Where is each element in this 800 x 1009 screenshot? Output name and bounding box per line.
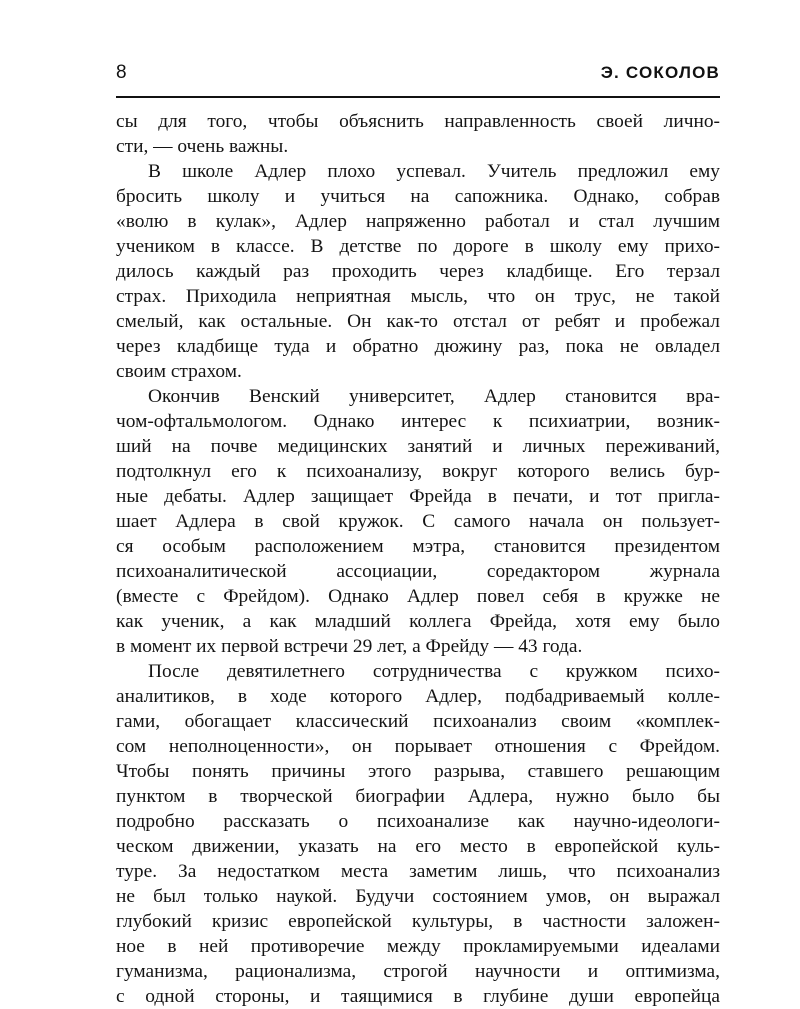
text-line: не был только наукой. Будучи состоянием умов, он выражал (116, 886, 720, 907)
text-line: Окончив Венский университет, Адлер становится вра- (148, 386, 720, 407)
text-line: в момент их первой встречи 29 лет, а Фрейду — 43 года. (116, 636, 583, 657)
text-line: ное в ней противоречие между прокламируемыми идеалами (116, 936, 720, 957)
text-line: аналитиков, в ходе которого Адлер, подбадриваемый колле- (116, 686, 720, 707)
running-head: Э. СОКОЛОВ (600, 63, 720, 82)
text-line: ные дебаты. Адлер защищает Фрейда в печати, и тот пригла- (116, 486, 720, 507)
text-line: чом-офтальмологом. Однако интерес к психиатрии, возник- (116, 411, 720, 432)
text-line: сы для того, чтобы объяснить направленность своей лично- (116, 111, 720, 132)
text-line: смелый, как остальные. Он как-то отстал от ребят и пробежал (116, 311, 720, 332)
text-line: с одной стороны, и таящимися в глубине души европейца (116, 986, 720, 1007)
text-line: «волю в кулак», Адлер напряженно работал и стал лучшим (116, 211, 720, 232)
text-line: ший на почве медицинских занятий и личных переживаний, (116, 436, 720, 457)
text-line: страх. Приходила неприятная мысль, что он трус, не такой (116, 286, 720, 307)
text-line: шает Адлера в свой кружок. С самого начала он пользует- (116, 511, 720, 532)
text-line: своим страхом. (116, 361, 242, 382)
text-line: психоаналитической ассоциации, соредактором журнала (116, 561, 720, 582)
text-line: подробно рассказать о психоанализе как научно-идеологи- (116, 811, 720, 832)
text-line: В школе Адлер плохо успевал. Учитель предложил ему (148, 161, 720, 182)
text-line: как ученик, а как младший коллега Фрейда, хотя ему было (116, 611, 720, 632)
text-line: бросить школу и учиться на сапожника. Однако, собрав (116, 186, 720, 207)
text-line: дилось каждый раз проходить через кладбище. Его терзал (116, 261, 720, 282)
text-line: гуманизма, рационализма, строгой научности и оптимизма, (116, 961, 720, 982)
text-line: подтолкнул его к психоанализу, вокруг которого велись бур- (116, 461, 720, 482)
text-line: учеником в классе. В детстве по дороге в школу ему прихо- (116, 236, 720, 257)
paragraph (116, 384, 720, 659)
text-line: пунктом в творческой биографии Адлера, нужно было бы (116, 786, 720, 807)
text-line: сом неполноценности», он порывает отношения с Фрейдом. (116, 736, 720, 757)
header-rule (116, 96, 720, 98)
page-number: 8 (116, 62, 127, 83)
text-line: ся особым расположением мэтра, становится президентом (116, 536, 720, 557)
text-line: После девятилетнего сотрудничества с кружком психо- (148, 661, 720, 682)
text-line: туре. За недостатком места заметим лишь, что психоанализ (116, 861, 720, 882)
text-line: сти, — очень важны. (116, 136, 289, 157)
body-text (116, 109, 720, 1009)
text-line: Чтобы понять причины этого разрыва, ставшего решающим (116, 761, 720, 782)
text-line: глубокий кризис европейской культуры, в частности заложен- (116, 911, 720, 932)
text-line: (вместе с Фрейдом). Однако Адлер повел себя в кружке не (116, 586, 720, 607)
paragraph (116, 159, 720, 384)
text-line: ческом движении, указать на его место в европейской куль- (116, 836, 720, 857)
text-line: через кладбище туда и обратно дюжину раз, пока не овладел (116, 336, 720, 357)
text-line: гами, обогащает классический психоанализ своим «комплек- (116, 711, 720, 732)
paragraph (116, 659, 720, 1009)
paragraph (116, 109, 720, 159)
